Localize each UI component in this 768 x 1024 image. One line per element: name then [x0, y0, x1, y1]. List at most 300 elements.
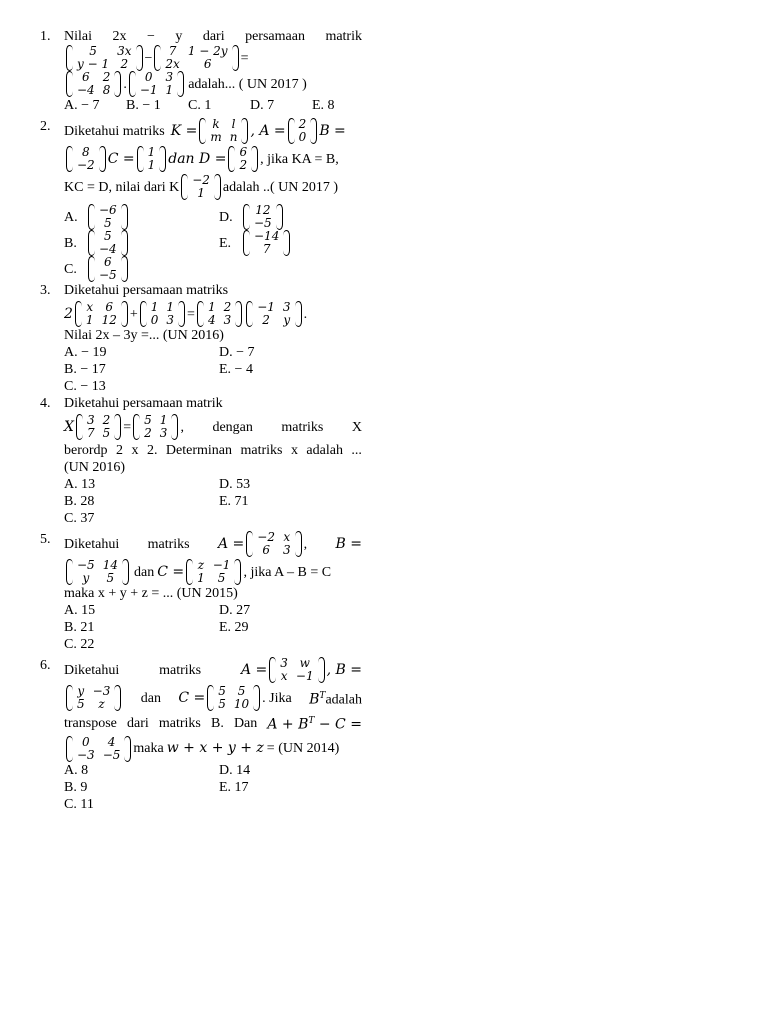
option-a: A. 15 — [64, 603, 96, 618]
matrix-right-bracket — [124, 736, 131, 762]
matrix-right-bracket — [99, 146, 106, 172]
matrix-cell: 4 — [207, 313, 216, 327]
matrix-cell: 0 — [150, 313, 159, 327]
math-text: C = — [157, 563, 185, 580]
matrix — [186, 559, 241, 585]
matrix — [246, 301, 301, 327]
matrix-right-bracket — [114, 685, 121, 711]
matrix — [246, 531, 301, 557]
matrix-right-bracket — [136, 45, 143, 71]
matrix — [66, 685, 121, 711]
text: . Jika — [262, 690, 292, 706]
math-text: X — [64, 418, 74, 435]
matrix-right-bracket — [251, 146, 258, 172]
matrix-left-bracket — [88, 204, 95, 230]
matrix-cell: 10 — [233, 697, 250, 711]
word: persamaan — [245, 29, 305, 44]
matrix-cell: 7 — [86, 426, 95, 440]
option-a: A. − 19 — [64, 345, 107, 360]
word: matriks — [240, 443, 283, 458]
word: dari — [202, 29, 225, 44]
matrix-left-bracket — [75, 301, 82, 327]
matrix — [207, 685, 260, 711]
matrix-cell: 5 — [144, 413, 152, 427]
option-b: B. 9 — [64, 779, 88, 795]
question-4-line-1: Diketahui persamaan matrik — [64, 396, 223, 411]
question-number: 6. — [40, 658, 51, 673]
matrix-cell: 4 — [107, 734, 116, 749]
word: 2 — [116, 443, 124, 458]
matrix-right-bracket — [121, 204, 128, 230]
math-text: A = — [218, 535, 245, 552]
matrix-cell: 5 — [237, 684, 246, 698]
matrix-cell: 2 — [102, 70, 111, 84]
matrix-cell: 3 — [86, 413, 95, 427]
question-4-options — [64, 476, 362, 527]
question-6-options — [64, 762, 362, 813]
matrix — [66, 146, 106, 172]
matrix-cell: 2 — [223, 300, 232, 314]
matrix-cell: −3 — [92, 684, 111, 698]
option-c: C. 1 — [188, 98, 212, 113]
option-b: B. − 17 — [64, 362, 106, 377]
question-2-line-3 — [64, 174, 362, 200]
matrix-cell: −2 — [77, 158, 95, 172]
period: . — [303, 306, 308, 322]
matrix-cell: 5 — [218, 684, 226, 698]
option-d: D. 14 — [219, 762, 251, 778]
matrix-left-bracket — [228, 146, 235, 172]
question-1-options — [64, 97, 362, 114]
matrix — [197, 301, 242, 327]
matrix — [88, 256, 128, 282]
matrix-left-bracket — [197, 301, 204, 327]
matrix-right-bracket — [178, 301, 185, 327]
matrix-cell: z — [98, 697, 105, 711]
matrix — [75, 301, 128, 327]
matrix-cell: y — [82, 571, 90, 585]
matrix-cell: −1 — [295, 669, 314, 683]
matrix-left-bracket — [154, 45, 161, 71]
matrix — [228, 146, 258, 172]
option-d: D. 7 — [250, 98, 275, 113]
matrix-cell: w — [299, 656, 310, 670]
matrix-cell: 2x — [165, 57, 180, 71]
matrix-left-bracket — [66, 559, 73, 585]
matrix-cell: 5 — [106, 571, 115, 585]
matrix-cell: 2 — [262, 313, 270, 327]
matrix-cell: 14 — [102, 558, 118, 572]
question-4-line-2 — [64, 414, 362, 440]
text: , jika KA = B, — [260, 151, 339, 167]
matrix-cell: 0 — [144, 70, 153, 84]
matrix-cell: 2 — [120, 57, 129, 71]
matrix-right-bracket — [234, 559, 241, 585]
word: maka — [133, 741, 164, 757]
matrix-cell: 6 — [82, 70, 90, 84]
matrix-cell: −1 — [257, 300, 275, 314]
matrix-cell: 8 — [82, 145, 90, 159]
matrix-cell: 1 — [150, 300, 159, 314]
math-text: B = — [335, 535, 362, 552]
matrix — [269, 657, 324, 683]
math-text: dan D = — [168, 150, 227, 167]
word: dan — [133, 564, 155, 580]
matrix-cell: −3 — [77, 747, 95, 762]
worksheet — [40, 28, 362, 813]
matrix-cell: 12 — [255, 203, 271, 217]
matrix-left-bracket — [207, 685, 214, 711]
matrix-right-bracket — [121, 256, 128, 282]
matrix-cell: −5 — [254, 216, 272, 230]
matrix-cell: z — [197, 558, 205, 572]
question-1-line-3: 6 2 −4 8 . 0 3 −1 1 adalah... ( UN 2017 ) — [64, 71, 362, 97]
matrix-right-bracket — [121, 301, 128, 327]
equals-sign: = — [240, 50, 249, 66]
question-5-line-2 — [64, 559, 362, 585]
matrix-cell: 6 — [104, 255, 112, 269]
matrix-cell: 5 — [104, 216, 112, 230]
matrix — [66, 45, 143, 71]
question-2-line-2 — [64, 146, 362, 172]
matrix — [140, 301, 185, 327]
matrix-cell: 5 — [217, 571, 226, 585]
option-b: B. 5 −4 — [64, 230, 219, 256]
matrix — [76, 414, 121, 440]
matrix-left-bracket — [140, 301, 147, 327]
matrix-cell: −14 — [254, 229, 280, 243]
option-a: A. 8 — [64, 762, 89, 778]
matrix-cell: 3 — [159, 426, 168, 440]
text: Diketahui matriks — [64, 123, 165, 139]
question-1 — [40, 28, 362, 114]
matrix-cell: 3 — [283, 543, 291, 557]
matrix-right-bracket — [295, 301, 302, 327]
option-e: E. 8 — [312, 98, 335, 113]
question-1-line-1 — [64, 28, 362, 45]
matrix-cell: −4 — [99, 242, 117, 256]
matrix-right-bracket — [114, 71, 121, 97]
option-a: A. −6 5 — [64, 204, 219, 230]
matrix-cell: 7 — [262, 242, 271, 256]
word: y — [175, 29, 183, 44]
matrix-cell: 1 — [165, 83, 174, 97]
text: KC = D, nilai dari K — [64, 179, 180, 195]
matrix-right-bracket — [114, 414, 121, 440]
option-b: B. − 1 — [126, 98, 161, 113]
math-text: w + x + y + z — [166, 740, 264, 757]
option-e: E. 29 — [219, 620, 249, 635]
word: matrik — [325, 29, 362, 44]
question-number: 3. — [40, 283, 51, 298]
matrix-right-bracket — [295, 531, 302, 557]
matrix-cell: 6 — [203, 57, 212, 71]
word: ... — [351, 443, 362, 458]
equals-sign: = — [187, 306, 195, 322]
question-2 — [40, 118, 362, 282]
matrix-left-bracket — [133, 414, 140, 440]
word: berordp — [64, 443, 108, 458]
matrix — [66, 736, 131, 762]
matrix-cell: −5 — [77, 558, 95, 572]
matrix-right-bracket — [253, 685, 260, 711]
matrix-left-bracket — [76, 414, 83, 440]
matrix-cell: 1 — [147, 158, 156, 172]
word: X — [351, 419, 362, 435]
word: adalah — [325, 692, 362, 708]
matrix-left-bracket — [246, 531, 253, 557]
question-4-line-4: (UN 2016) — [64, 460, 126, 475]
matrix-right-bracket — [318, 657, 325, 683]
matrix-cell: 1 — [207, 300, 216, 314]
matrix-right-bracket — [241, 118, 248, 144]
matrix-cell: 3 — [223, 313, 232, 327]
matrix — [288, 118, 318, 144]
matrix-right-bracket — [235, 301, 242, 327]
matrix-left-bracket — [186, 559, 193, 585]
word: matriks — [281, 419, 324, 435]
matrix-cell: 2 — [144, 426, 152, 440]
matrix-left-bracket — [181, 174, 188, 200]
option-d: D. 27 — [219, 603, 251, 618]
matrix-cell: 2 — [239, 158, 248, 172]
option-d: D. 12 −5 — [219, 204, 359, 230]
word: adalah — [306, 443, 343, 458]
matrix-cell: 2 — [298, 117, 307, 131]
matrix-left-bracket — [66, 736, 73, 762]
word: Determinan — [165, 443, 233, 458]
matrix-left-bracket — [66, 45, 73, 71]
option-c: C. − 13 — [64, 379, 106, 394]
matrix-cell: 3 — [166, 313, 175, 327]
question-6-line-3 — [64, 713, 362, 734]
question-number: 1. — [40, 29, 51, 44]
matrix-cell: 8 — [102, 83, 111, 97]
word: B. — [210, 715, 224, 731]
matrix-left-bracket — [66, 71, 73, 97]
matrix-left-bracket — [288, 118, 295, 144]
matrix-cell: 1 — [147, 145, 156, 159]
word: dengan — [212, 419, 253, 435]
matrix — [243, 230, 290, 256]
matrix-cell: −2 — [192, 173, 210, 187]
word: x — [290, 443, 298, 458]
math-text: A = — [240, 661, 268, 678]
matrix — [199, 118, 248, 144]
matrix-cell: −1 — [139, 83, 158, 97]
text: adalah ..( UN 2017 ) — [222, 179, 338, 195]
matrix-cell: −6 — [99, 203, 117, 217]
matrix-right-bracket — [159, 146, 166, 172]
matrix-left-bracket — [137, 146, 144, 172]
superscript: T — [319, 690, 326, 701]
matrix-cell: 1 − 2y — [187, 44, 228, 58]
matrix-cell: 1 — [197, 186, 205, 200]
matrix-cell: −2 — [257, 530, 275, 544]
word: − — [146, 29, 155, 44]
matrix-cell: 5 — [77, 697, 85, 711]
matrix-cell: 1 — [197, 571, 205, 585]
question-2-line-1 — [64, 118, 362, 144]
plus-sign: + — [129, 306, 138, 322]
question-6-line-1 — [64, 657, 362, 683]
matrix-cell: 3 — [280, 656, 288, 670]
option-a: A. 13 — [64, 477, 96, 492]
question-5 — [40, 531, 362, 653]
question-4 — [40, 395, 362, 527]
matrix-right-bracket — [177, 71, 184, 97]
matrix-cell: −1 — [212, 558, 231, 572]
text: = (UN 2014) — [266, 741, 340, 757]
option-a: A. − 7 — [64, 98, 100, 113]
option-d: D. − 7 — [219, 345, 255, 360]
math-text: , A = — [250, 122, 286, 139]
question-4-line-3 — [64, 442, 362, 459]
matrix-cell: −4 — [77, 83, 95, 97]
word: dan — [140, 690, 161, 706]
word: x — [131, 443, 139, 458]
matrix — [243, 204, 283, 230]
question-number: 4. — [40, 396, 51, 411]
matrix-right-bracket — [171, 414, 178, 440]
option-c: C. 6 −5 — [64, 256, 219, 282]
matrix-cell: 3 — [282, 300, 291, 314]
matrix-cell: 1 — [166, 300, 175, 314]
option-e: E. − 4 — [219, 362, 253, 377]
equals-sign: = — [123, 419, 132, 435]
math-text: K = — [170, 122, 198, 139]
matrix-left-bracket — [66, 146, 73, 172]
matrix-cell: 0 — [82, 734, 90, 749]
question-3 — [40, 282, 362, 395]
superscript: T — [308, 716, 315, 726]
matrix-cell: 6 — [105, 300, 114, 314]
matrix-cell: 5 — [218, 697, 226, 711]
matrix-left-bracket — [88, 256, 95, 282]
math-text: B — [309, 691, 320, 708]
matrix-right-bracket — [283, 230, 290, 256]
question-5-line-3: maka x + y + z = ... (UN 2015) — [64, 586, 238, 601]
matrix-cell: 7 — [168, 44, 177, 58]
matrix-cell: 6 — [239, 145, 248, 159]
matrix-left-bracket — [246, 301, 253, 327]
matrix-cell: 2 — [102, 413, 111, 427]
matrix-cell: 5 — [104, 229, 112, 243]
matrix-cell: −5 — [102, 747, 121, 762]
matrix-left-bracket — [243, 230, 250, 256]
option-c: C. 11 — [64, 796, 94, 812]
question-6-line-2 — [64, 685, 362, 711]
matrix — [154, 45, 238, 71]
matrix-right-bracket — [310, 118, 317, 144]
matrix-cell: n — [229, 130, 238, 144]
question-number: 5. — [40, 532, 51, 547]
matrix-right-bracket — [232, 45, 239, 71]
option-e: E. 17 — [219, 779, 249, 795]
matrix — [66, 559, 129, 585]
math-text: C = — [107, 150, 135, 167]
matrix-left-bracket — [66, 685, 73, 711]
text: , jika A – B = C — [243, 564, 332, 580]
word: matriks — [158, 715, 201, 731]
option-c: C. 22 — [64, 637, 95, 652]
word: 2. — [146, 443, 158, 458]
question-1-line-2: 5 3x y − 1 2 − 7 1 − 2y 2x 6 = — [64, 45, 362, 71]
option-c: C. 37 — [64, 511, 95, 526]
matrix-cell: l — [231, 117, 236, 131]
matrix-cell: y − 1 — [77, 57, 110, 71]
matrix-left-bracket — [129, 71, 136, 97]
option-d: D. 53 — [219, 477, 251, 492]
matrix-cell: 3x — [117, 44, 132, 58]
matrix-cell: 12 — [101, 313, 117, 327]
question-2-options — [64, 204, 362, 282]
question-number: 2. — [40, 119, 51, 134]
question-3-line-2 — [64, 301, 362, 327]
matrix-cell: y — [283, 313, 291, 327]
question-5-options — [64, 602, 362, 653]
matrix-right-bracket — [121, 230, 128, 256]
matrix-left-bracket — [199, 118, 206, 144]
matrix — [66, 71, 121, 97]
word: Diketahui — [64, 536, 120, 552]
word: dari — [127, 715, 149, 731]
option-b: B. 28 — [64, 494, 95, 509]
math-text: B = — [319, 122, 346, 139]
question-6-line-4 — [64, 736, 362, 762]
math-text: A + B — [267, 716, 309, 733]
word: 2x — [112, 29, 127, 44]
matrix — [129, 71, 184, 97]
word: transpose — [64, 715, 117, 731]
question-tail: adalah... ( UN 2017 ) — [188, 76, 307, 92]
matrix-cell: x — [86, 300, 94, 314]
math-text: C = — [178, 689, 206, 706]
math-text: 2 — [64, 305, 73, 322]
math-text: − C = — [314, 716, 362, 733]
matrix-right-bracket — [276, 204, 283, 230]
matrix — [137, 146, 167, 172]
word: Dan — [233, 715, 258, 731]
matrix-cell: 5 — [89, 44, 97, 58]
matrix-cell: 0 — [298, 130, 307, 144]
comma: , — [180, 419, 184, 435]
word: Nilai — [64, 29, 92, 44]
word: Diketahui — [64, 662, 120, 678]
matrix-left-bracket — [269, 657, 276, 683]
matrix-right-bracket — [214, 174, 221, 200]
matrix-cell: x — [280, 669, 288, 683]
question-3-line-3: Nilai 2x – 3y =... (UN 2016) — [64, 328, 224, 343]
matrix-cell: k — [212, 117, 220, 131]
math-text: , B = — [326, 661, 362, 678]
option-e: E. 71 — [219, 494, 249, 509]
option-b: B. 21 — [64, 620, 95, 635]
question-3-line-1: Diketahui persamaan matriks — [64, 283, 229, 298]
matrix-left-bracket — [243, 204, 250, 230]
matrix — [88, 230, 128, 256]
option-e: E. −14 7 — [219, 230, 359, 256]
question-3-options — [64, 344, 362, 395]
matrix-right-bracket — [122, 559, 129, 585]
matrix-cell: −5 — [99, 268, 117, 282]
matrix-cell: 3 — [165, 70, 174, 84]
matrix-cell: y — [77, 684, 85, 698]
word: matriks — [147, 536, 190, 552]
matrix-cell: 1 — [159, 413, 168, 427]
matrix-cell: 5 — [102, 426, 111, 440]
matrix-cell: 6 — [262, 543, 270, 557]
